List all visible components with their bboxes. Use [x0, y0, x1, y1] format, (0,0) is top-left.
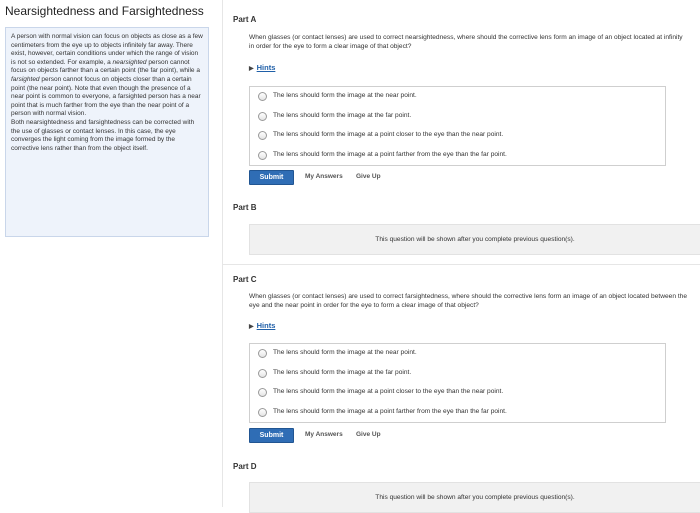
- radio-button[interactable]: [258, 112, 267, 121]
- part-a-hints-label: Hints: [256, 63, 276, 72]
- part-d-heading: Part D: [233, 462, 257, 471]
- intro-text: [11, 33, 203, 153]
- intro-sentence-1: A person with normal vision can focus on objects as close as a few centimeters from the eye up to objects infinitely far away. There exist, however, certain conditions under which the range of vision is not so extended. For example, a: [11, 33, 205, 66]
- intro-box: [5, 27, 209, 237]
- part-c-submit-button[interactable]: Submit: [249, 428, 294, 443]
- part-a-submit-button[interactable]: Submit: [249, 170, 294, 185]
- radio-button[interactable]: [258, 408, 267, 417]
- part-c-options: [249, 343, 666, 423]
- divider: [222, 264, 700, 265]
- term-farsighted: farsighted: [11, 75, 40, 83]
- option-label: The lens should form the image at the near point.: [273, 349, 417, 356]
- triangle-right-icon: ▶: [249, 66, 254, 72]
- option-label: The lens should form the image at a point closer to the eye than the near point.: [273, 388, 504, 395]
- option-row[interactable]: [250, 146, 665, 166]
- part-c-give-up-link[interactable]: Give Up: [356, 431, 381, 438]
- questions-panel: [222, 0, 700, 507]
- intro-panel: [0, 0, 223, 507]
- part-c-question: When glasses (or contact lenses) are used to correct farsightedness, where should the corrective lens form an image of an object located between the eye and the near point in order for the eye to form a clear image of that object?: [249, 293, 687, 309]
- option-label: The lens should form the image at the far point.: [273, 111, 412, 119]
- radio-button[interactable]: [258, 131, 267, 140]
- part-c-my-answers-link[interactable]: My Answers: [305, 431, 343, 438]
- option-row[interactable]: [250, 344, 665, 364]
- part-a-heading: Part A: [233, 15, 257, 24]
- part-b-heading: Part B: [233, 203, 257, 212]
- triangle-right-icon: ▶: [249, 324, 254, 330]
- option-label: The lens should form the image at a point farther from the eye than the far point.: [273, 150, 507, 158]
- option-row[interactable]: [250, 87, 665, 107]
- option-row[interactable]: [250, 364, 665, 384]
- intro-sentence-3: person cannot focus on objects closer than a certain point (the near point). Note that even though the presence of a near point is common to everyone, a farsighted person has a near point that is much farther from the eye than the near point of a person with normal vision. Both nearsightedness and farsightedness can be corrected with the use of glasses or contact lenses. In this case, the eye converges the light coming from the image formed by the corrective lens rather than from the object itself.: [11, 75, 201, 152]
- option-label: The lens should form the image at a point closer to the eye than the near point.: [273, 131, 504, 138]
- part-a-question: When glasses (or contact lenses) are used to correct nearsightedness, where should the corrective lens form an image of an object located at infinity in order for the eye to form a clear image of that object?: [249, 34, 683, 50]
- option-row[interactable]: [250, 107, 665, 127]
- option-row[interactable]: [250, 383, 665, 403]
- part-c-hints-label: Hints: [256, 321, 276, 330]
- option-label: The lens should form the image at the near point.: [273, 92, 417, 99]
- option-row[interactable]: [250, 126, 665, 146]
- option-label: The lens should form the image at the far point.: [273, 368, 412, 376]
- part-d-locked-message: This question will be shown after you complete previous question(s).: [249, 482, 700, 513]
- option-label: The lens should form the image at a point farther from the eye than the far point.: [273, 407, 507, 415]
- part-a-my-answers-link[interactable]: My Answers: [305, 173, 343, 180]
- radio-button[interactable]: [258, 151, 267, 160]
- part-a-options: [249, 86, 666, 166]
- radio-button[interactable]: [258, 349, 267, 358]
- radio-button[interactable]: [258, 92, 267, 101]
- radio-button[interactable]: [258, 388, 267, 397]
- part-c-hints-link[interactable]: [249, 321, 275, 330]
- part-a-give-up-link[interactable]: Give Up: [356, 173, 381, 180]
- part-a-hints-link[interactable]: [249, 63, 275, 72]
- page-title: Nearsightedness and Farsightedness: [5, 4, 204, 18]
- part-c-heading: Part C: [233, 275, 257, 284]
- option-row[interactable]: [250, 403, 665, 423]
- intro-sentence-2: person cannot focus on objects farther than a certain point (the far point), while a: [11, 58, 202, 75]
- term-nearsighted: nearsighted: [112, 58, 147, 66]
- radio-button[interactable]: [258, 369, 267, 378]
- part-b-locked-message: This question will be shown after you complete previous question(s).: [249, 224, 700, 255]
